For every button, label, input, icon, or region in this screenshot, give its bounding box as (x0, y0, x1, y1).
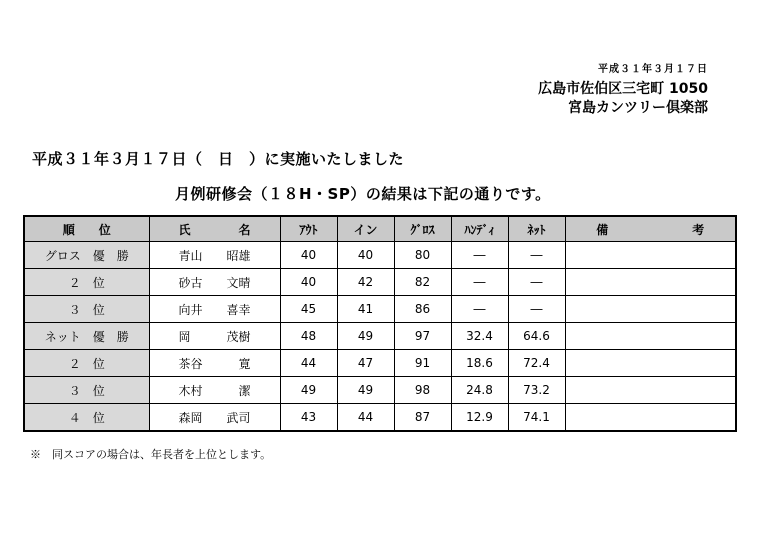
net-cell: ― (508, 296, 565, 323)
table-row (24, 269, 736, 296)
net-cell: 72.4 (508, 350, 565, 377)
rank-cell: ネット 優 勝 (24, 323, 149, 350)
remarks-cell (565, 404, 736, 432)
table-row (24, 242, 736, 269)
handicap-cell: 32.4 (451, 323, 508, 350)
table-row (24, 350, 736, 377)
name-cell: 森岡 武司 (149, 404, 280, 432)
out-cell: 45 (280, 296, 337, 323)
name-cell: 岡 茂樹 (149, 323, 280, 350)
address-line: 広島市佐伯区三宅町 1050 (538, 81, 708, 97)
remarks-cell (565, 269, 736, 296)
gross-cell: 82 (394, 269, 451, 296)
header-name: 氏 名 (149, 216, 280, 242)
club-address (538, 80, 708, 118)
handicap-cell: 18.6 (451, 350, 508, 377)
table-row (24, 377, 736, 404)
table-row (24, 404, 736, 432)
header-handicap: ﾊﾝﾃﾞｨ (451, 216, 508, 242)
in-cell: 44 (337, 404, 394, 432)
subtitle-text: 月例研修会（１８H・SP）の結果は下記の通りです。 (175, 185, 551, 203)
net-cell: 73.2 (508, 377, 565, 404)
in-cell: 49 (337, 377, 394, 404)
out-cell: 43 (280, 404, 337, 432)
intro-text: 平成３１年３月１７日（ 日 ）に実施いたしました (32, 150, 405, 168)
remarks-cell (565, 296, 736, 323)
rank-cell: ２ 位 (24, 269, 149, 296)
gross-cell: 97 (394, 323, 451, 350)
footnote: ※ 同スコアの場合は、年長者を上位とします。 (30, 448, 272, 461)
header-in: イン (337, 216, 394, 242)
net-cell: 74.1 (508, 404, 565, 432)
remarks-cell (565, 242, 736, 269)
header-remarks: 備 考 (565, 216, 736, 242)
in-cell: 42 (337, 269, 394, 296)
name-cell: 茶谷 寛 (149, 350, 280, 377)
net-cell: ― (508, 242, 565, 269)
net-cell: ― (508, 269, 565, 296)
out-cell: 44 (280, 350, 337, 377)
rank-cell: グロス 優 勝 (24, 242, 149, 269)
rank-cell: ２ 位 (24, 350, 149, 377)
rank-cell: ３ 位 (24, 296, 149, 323)
document-date: 平成３１年３月１７日 (598, 64, 708, 75)
in-cell: 41 (337, 296, 394, 323)
header-gross: ｸﾞﾛｽ (394, 216, 451, 242)
header-rank: 順 位 (24, 216, 149, 242)
remarks-cell (565, 323, 736, 350)
handicap-cell: 12.9 (451, 404, 508, 432)
remarks-cell (565, 377, 736, 404)
name-cell: 青山 昭雄 (149, 242, 280, 269)
net-cell: 64.6 (508, 323, 565, 350)
in-cell: 40 (337, 242, 394, 269)
in-cell: 49 (337, 323, 394, 350)
handicap-cell: ― (451, 269, 508, 296)
rank-cell: ３ 位 (24, 377, 149, 404)
header-row (24, 216, 736, 242)
handicap-cell: 24.8 (451, 377, 508, 404)
gross-cell: 86 (394, 296, 451, 323)
out-cell: 48 (280, 323, 337, 350)
gross-cell: 98 (394, 377, 451, 404)
header-net: ﾈｯﾄ (508, 216, 565, 242)
gross-cell: 80 (394, 242, 451, 269)
name-cell: 向井 喜幸 (149, 296, 280, 323)
handicap-cell: ― (451, 242, 508, 269)
name-cell: 砂古 文晴 (149, 269, 280, 296)
out-cell: 40 (280, 242, 337, 269)
gross-cell: 87 (394, 404, 451, 432)
gross-cell: 91 (394, 350, 451, 377)
name-cell: 木村 潔 (149, 377, 280, 404)
out-cell: 40 (280, 269, 337, 296)
handicap-cell: ― (451, 296, 508, 323)
table-row (24, 323, 736, 350)
table-row (24, 296, 736, 323)
out-cell: 49 (280, 377, 337, 404)
results-table (23, 215, 737, 432)
remarks-cell (565, 350, 736, 377)
club-name: 宮島カンツリー倶楽部 (568, 100, 708, 116)
header-out: ｱｳﾄ (280, 216, 337, 242)
rank-cell: ４ 位 (24, 404, 149, 432)
in-cell: 47 (337, 350, 394, 377)
